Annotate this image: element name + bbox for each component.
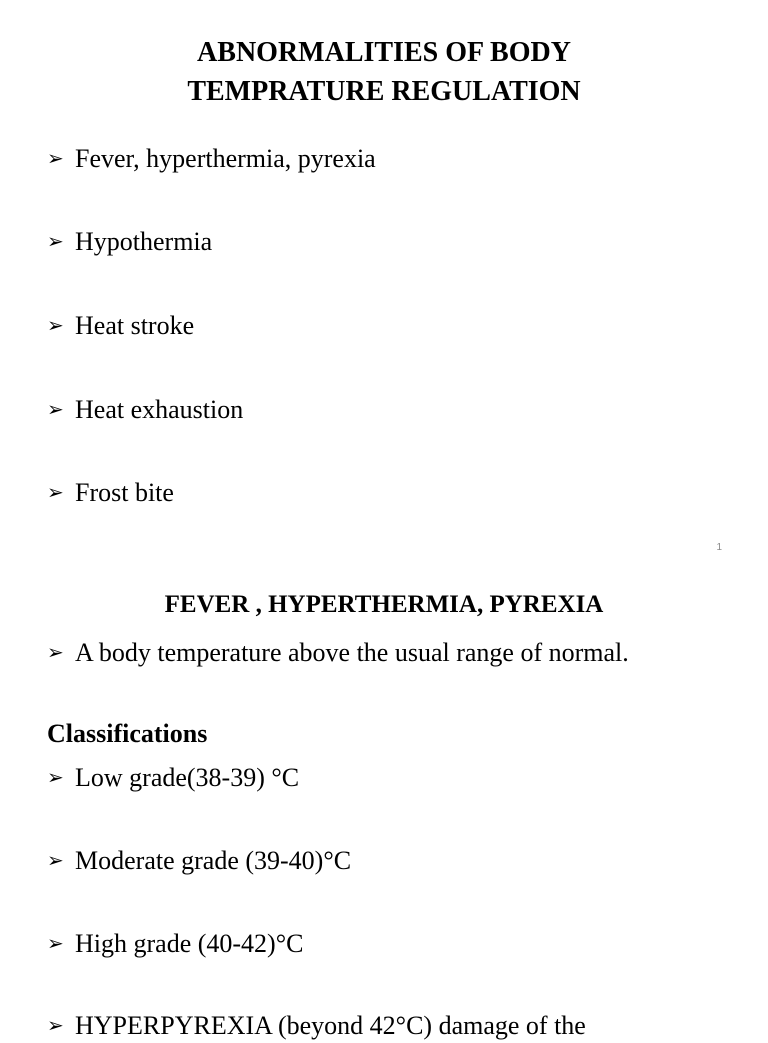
- classification-label: HYPERPYREXIA (beyond 42°C) damage of the: [75, 1011, 586, 1040]
- classification-label: Moderate grade (39-40)°C: [75, 846, 352, 875]
- arrow-bullet-icon: ➢: [47, 640, 64, 664]
- page-number: 1: [716, 542, 722, 553]
- arrow-bullet-icon: ➢: [47, 146, 64, 170]
- arrow-bullet-icon: ➢: [47, 848, 64, 872]
- list-item: [47, 475, 174, 510]
- arrow-bullet-icon: ➢: [47, 480, 64, 504]
- title-line-1: ABNORMALITIES OF BODY: [197, 37, 571, 68]
- classification-label: Low grade(38-39) °C: [75, 763, 300, 792]
- arrow-bullet-icon: ➢: [47, 765, 64, 789]
- arrow-bullet-icon: ➢: [47, 1013, 64, 1037]
- bullet-label: Heat exhaustion: [75, 395, 244, 424]
- definition-text: A body temperature above the usual range of normal.: [75, 638, 629, 667]
- arrow-bullet-icon: ➢: [47, 931, 64, 955]
- bullet-label: Heat stroke: [75, 311, 195, 340]
- list-item: [47, 760, 299, 795]
- slide-2: [0, 560, 768, 1040]
- slide-title: [0, 33, 768, 111]
- list-item: [47, 926, 303, 961]
- bullet-label: Frost bite: [75, 478, 174, 507]
- arrow-bullet-icon: ➢: [47, 229, 64, 253]
- arrow-bullet-icon: ➢: [47, 313, 64, 337]
- section-heading: Classifications: [47, 719, 208, 748]
- bullet-label: Hypothermia: [75, 227, 213, 256]
- classification-label: High grade (40-42)°C: [75, 929, 304, 958]
- bullet-label: Fever, hyperthermia, pyrexia: [75, 144, 376, 173]
- list-item: [47, 224, 212, 259]
- title-line-2: TEMPRATURE REGULATION: [187, 76, 581, 107]
- arrow-bullet-icon: ➢: [47, 397, 64, 421]
- list-item: [47, 392, 243, 427]
- list-item: [47, 141, 376, 176]
- definition-item: [47, 635, 629, 670]
- list-item: [47, 843, 351, 878]
- list-item: [47, 1008, 586, 1043]
- list-item: [47, 308, 194, 343]
- slide-title: FEVER , HYPERTHERMIA, PYREXIA: [164, 591, 604, 618]
